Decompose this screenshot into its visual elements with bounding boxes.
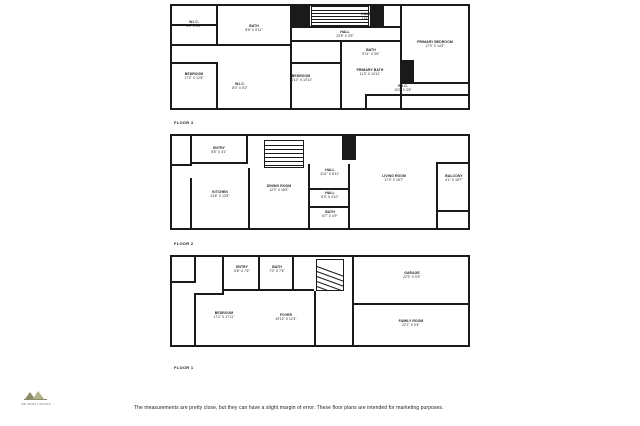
staircase [264,140,304,168]
wall [170,62,218,64]
room-label: W.I.C. 8'0" X 5'2" [232,82,248,91]
wall [170,164,172,230]
wall [436,162,438,230]
floor-1-plan [170,255,470,355]
floor-2-label: FLOOR 2 [174,241,194,246]
room-label: BEDROOM 11'10" X 10'11" [289,74,313,83]
wall [436,210,470,212]
logo-icon [23,389,49,402]
wall [310,206,350,208]
wall [170,164,192,166]
wall [190,178,192,230]
brand-logo [12,389,60,406]
wall [216,62,218,110]
wall [365,94,470,96]
wall [170,44,290,46]
room-label: ENTRY 6'8" X 7'6" [234,265,250,274]
wall [170,281,172,347]
wall [190,162,248,164]
wall [224,289,314,291]
logo-label: WE INSIST LISTINGS [21,403,51,406]
room-label: LIVING ROOM 17'0" X 18'7" [382,174,406,183]
wall [292,255,294,291]
wall [436,162,470,164]
room-label: BATH 7'0" X 7'6" [269,265,285,274]
room-label: HALL 23'8" X 3'5" [336,30,354,39]
wall [258,255,260,289]
room-label: LAUNDRY 7'11" X 3'6" [361,12,379,21]
wall [194,255,196,283]
structural-block [342,136,356,160]
floor-2-plan [170,134,470,234]
room-label: DINING ROOM 12'3" X 18'3" [266,184,292,193]
room-label: HALL 6'0" X 4'10" [321,191,339,200]
wall [352,303,470,305]
room-label: HALL 6'11" X 8'11" [320,168,340,177]
disclaimer-text: The measurements are pretty close, but they can have a slight margin of error. These floor plans are intended for marketing purposes. [134,405,444,411]
room-label: FOYER 19'10" X 12'3" [275,313,297,322]
wall [194,293,196,347]
room-label: W.I.C. 6'5" X 4'4" [186,20,202,29]
room-label: BATH 8'5" X 5'11" [245,24,263,33]
wall [170,281,196,283]
wall [365,94,367,110]
room-label: W.I.C. 19'2" X 3'6" [394,84,412,93]
room-label: KITCHEN 13'6" X 12'5" [210,190,230,199]
room-label: BATH 6'7" X 4'9" [322,210,338,219]
room-label: BEDROOM 17'2" X 17'11" [213,311,235,320]
structural-block [292,6,310,26]
room-label: FAMILY ROOM 22'1" X 9'4" [398,319,424,328]
room-label: BATH 9'11" X 3'6" [362,48,380,57]
room-label: PRIMARY BATH 11'3" X 10'11" [356,68,384,77]
floor-1-label: FLOOR 1 [174,365,194,370]
wall [314,291,316,347]
room-label: BEDROOM 17'2" X 12'5" [184,72,204,81]
wall [290,40,400,42]
wall [352,255,354,347]
room-label: ENTRY 6'8" X 4'1" [211,146,227,155]
floor-3-plan [170,4,470,112]
staircase [316,259,344,291]
room-label: BALCONY 4'1" X 18'7" [445,174,463,183]
wall [194,293,224,295]
room-label: PRIMARY BEDROOM 17'3" X 14'3" [417,40,453,49]
structural-block [402,60,414,82]
wall [290,62,342,64]
wall [248,168,250,230]
room-label: GARAGE 22'0" X 9'9" [403,271,421,280]
wall [246,134,248,164]
floor-3-label: FLOOR 3 [174,120,194,125]
wall [310,188,350,190]
wall [290,26,400,28]
